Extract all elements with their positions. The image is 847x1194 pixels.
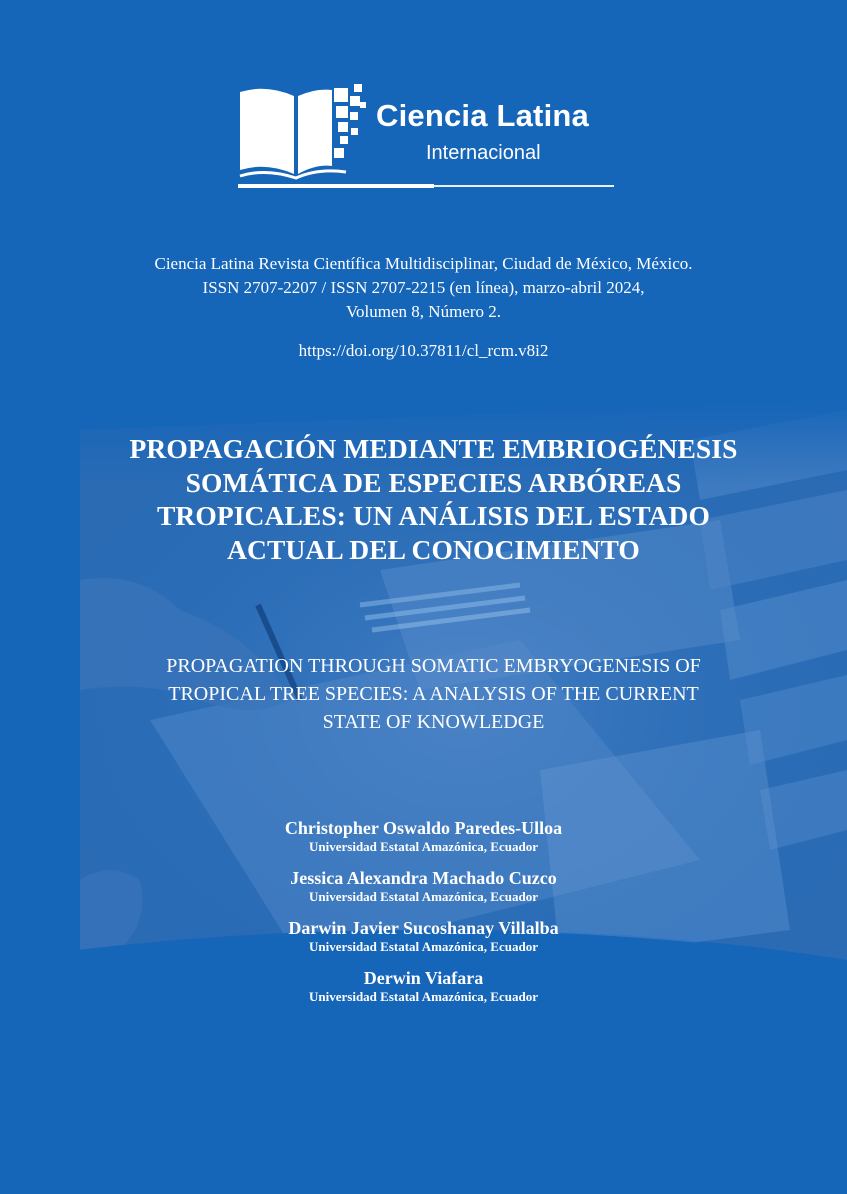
journal-line-1: Ciencia Latina Revista Científica Multidisciplinar, Ciudad de México, México. bbox=[154, 254, 693, 273]
journal-info bbox=[0, 252, 847, 324]
logo bbox=[236, 82, 626, 192]
author bbox=[0, 817, 847, 855]
author bbox=[0, 917, 847, 955]
title-es-line: PROPAGACIÓN MEDIANTE EMBRIOGÉNESIS bbox=[129, 433, 738, 464]
title-en-line: PROPAGATION THROUGH SOMATIC EMBRYOGENESIS OF bbox=[166, 655, 701, 677]
author-affiliation: Universidad Estatal Amazónica, Ecuador bbox=[309, 939, 538, 954]
journal-line-2: ISSN 2707-2207 / ISSN 2707-2215 (en línea), marzo-abril 2024, bbox=[202, 278, 645, 297]
title-es-line: SOMÁTICA DE ESPECIES ARBÓREAS bbox=[185, 466, 682, 498]
author-affiliation: Universidad Estatal Amazónica, Ecuador bbox=[309, 839, 538, 854]
logo-divider-accent bbox=[238, 184, 434, 188]
title-english bbox=[60, 652, 807, 736]
brand-subtitle: Internacional bbox=[426, 142, 541, 164]
brand-name: Ciencia Latina bbox=[376, 98, 589, 133]
author-affiliation: Universidad Estatal Amazónica, Ecuador bbox=[309, 889, 538, 904]
author-name: Darwin Javier Sucoshanay Villalba bbox=[288, 918, 559, 938]
title-es-line: TROPICALES: UN ANÁLISIS DEL ESTADO bbox=[156, 500, 711, 531]
author-name: Jessica Alexandra Machado Cuzco bbox=[290, 868, 557, 888]
title-en-line: STATE OF KNOWLEDGE bbox=[322, 711, 545, 733]
author-affiliation: Universidad Estatal Amazónica, Ecuador bbox=[309, 989, 538, 1004]
title-spanish bbox=[60, 432, 807, 566]
author bbox=[0, 867, 847, 905]
title-es-line: ACTUAL DEL CONOCIMIENTO bbox=[227, 533, 640, 565]
title-en-line: TROPICAL TREE SPECIES: A ANALYSIS OF THE CURRENT bbox=[168, 683, 699, 705]
author bbox=[0, 967, 847, 1005]
author-name: Derwin Viafara bbox=[363, 968, 484, 988]
doi-link[interactable]: https://doi.org/10.37811/cl_rcm.v8i2 bbox=[298, 341, 549, 360]
author-list bbox=[0, 817, 847, 1017]
journal-line-3: Volumen 8, Número 2. bbox=[345, 302, 502, 321]
open-book-icon bbox=[236, 82, 366, 182]
author-name: Christopher Oswaldo Paredes-Ulloa bbox=[284, 818, 563, 838]
